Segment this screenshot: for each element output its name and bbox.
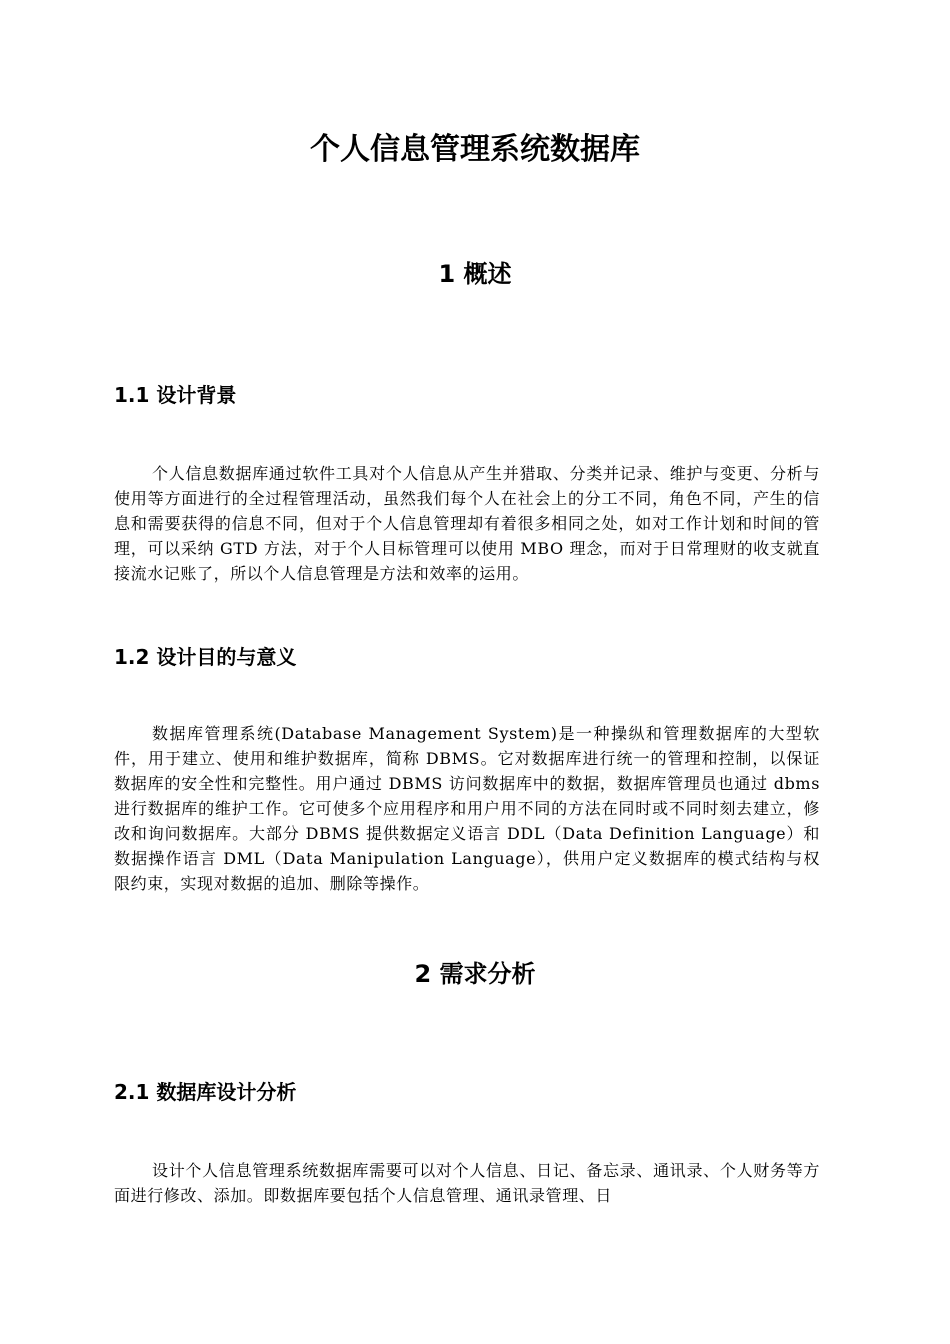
document-title: 个人信息管理系统数据库 [310, 132, 640, 167]
chapter-1-heading: 1 概述 [438, 260, 512, 288]
chapter-2-heading: 2 需求分析 [414, 960, 536, 988]
section-2-1-paragraph: 设计个人信息管理系统数据库需要可以对个人信息、日记、备忘录、通讯录、个人财务等方面进行修改、添加。即数据库要包括个人信息管理、通讯录管理、日 [114, 1161, 820, 1205]
section-1-2-heading: 1.2 设计目的与意义 [114, 645, 297, 669]
section-2-1-heading: 2.1 数据库设计分析 [114, 1080, 297, 1104]
section-1-2-paragraph: 数据库管理系统(Database Management System)是一种操纵和管理数据库的大型软件，用于建立、使用和维护数据库，简称 DBMS。它对数据库进行统一的管理和控制，以保证数据库的安全性和完整性。用户通过 DBMS 访问数据库中的数据，数据库管理员也通过 dbms 进行数据库的维护工作。它可使多个应用程序和用户用不同的方法在同时或不同时刻去建立，修改和询问数据库。大部分 DBMS 提供数据定义语言 DDL（Data Definition Language）和数据操作语言 DML（Data Manipulation Language），供用户定义数据库的模式结构与权限约束，实现对数据的追加、删除等操作。 [114, 724, 820, 893]
section-1-1-paragraph: 个人信息数据库通过软件工具对个人信息从产生并猎取、分类并记录、维护与变更、分析与使用等方面进行的全过程管理活动，虽然我们每个人在社会上的分工不同，角色不同，产生的信息和需要获得的信息不同，但对于个人信息管理却有着很多相同之处，如对工作计划和时间的管理，可以采纳 GTD 方法，对于个人目标管理可以使用 MBO 理念，而对于日常理财的收支就直接流水记账了，所以个人信息管理是方法和效率的运用。 [114, 464, 820, 583]
section-1-1-heading: 1.1 设计背景 [114, 383, 237, 407]
